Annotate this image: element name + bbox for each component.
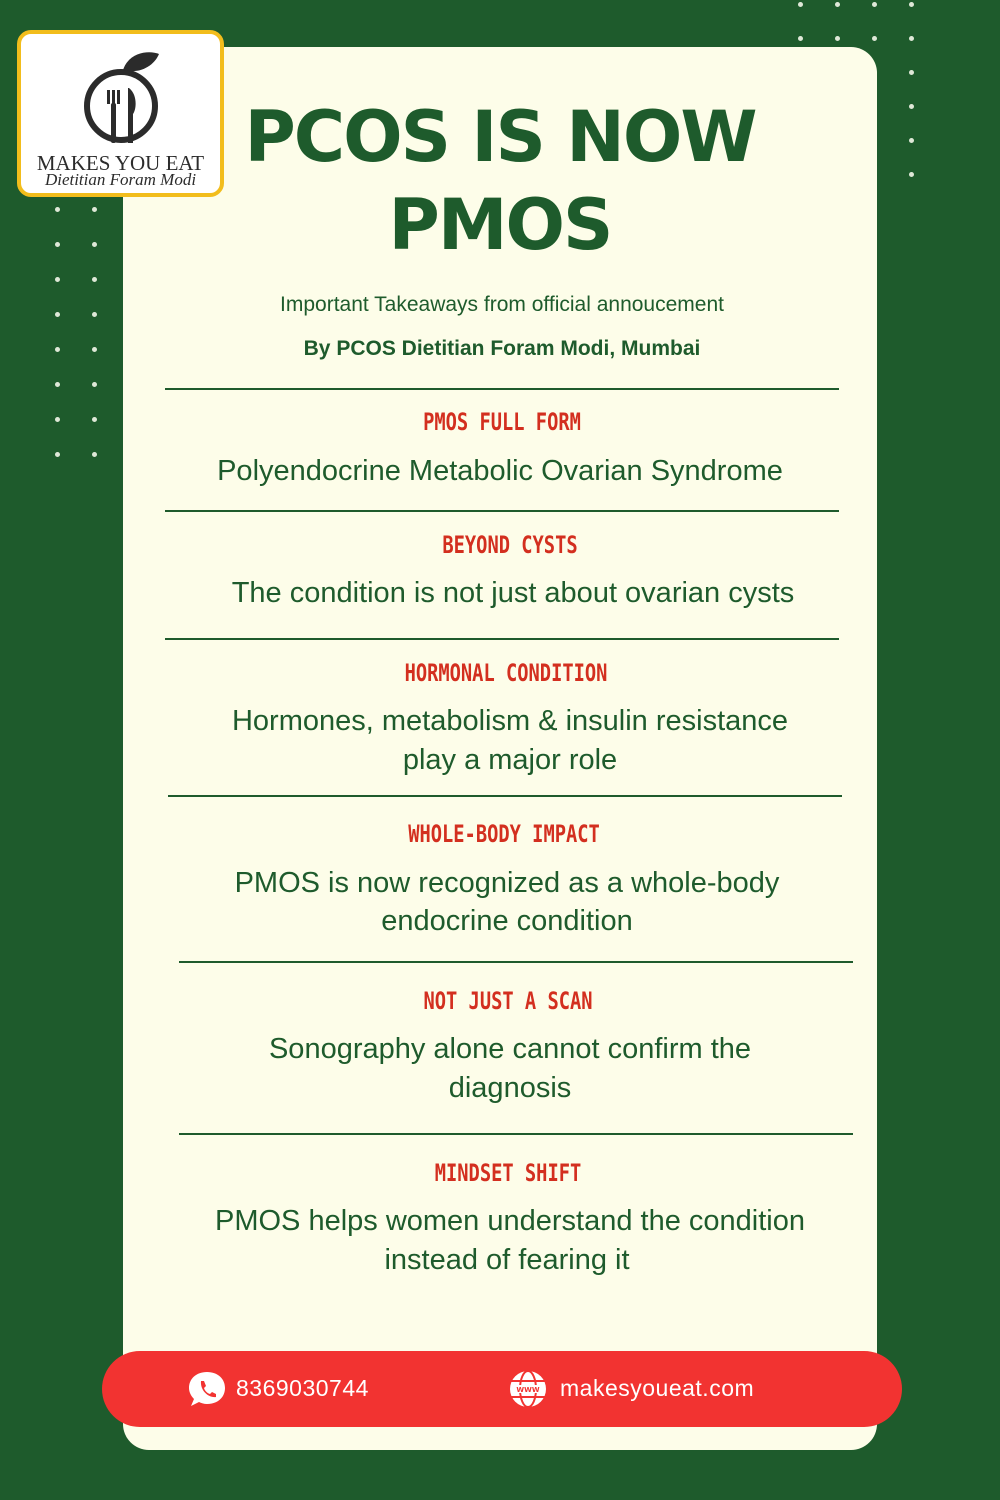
section-body-scan-line1: Sonography alone cannot confirm the (268, 1033, 752, 1065)
decorative-dot (92, 382, 97, 387)
divider (165, 510, 839, 512)
decorative-dot (92, 417, 97, 422)
section-title-not-just-scan: NOT JUST A SCAN (423, 987, 593, 1015)
section-title-mindset: MINDSET SHIFT (434, 1159, 582, 1187)
decorative-dot (55, 417, 60, 422)
section-body-scan-line2: diagnosis (448, 1072, 572, 1104)
byline: By PCOS Dietitian Foram Modi, Mumbai (303, 337, 701, 360)
decorative-dot (909, 36, 914, 41)
decorative-dot (92, 277, 97, 282)
divider (168, 795, 842, 797)
decorative-dot (92, 347, 97, 352)
decorative-dot (55, 312, 60, 317)
decorative-dot (55, 242, 60, 247)
divider (179, 1133, 853, 1135)
svg-text:WWW: WWW (516, 1386, 540, 1394)
section-body-mindset-line2: instead of fearing it (384, 1244, 630, 1276)
section-title-hormonal: HORMONAL CONDITION (404, 659, 608, 687)
decorative-dot (872, 36, 877, 41)
section-body-hormonal-line1: Hormones, metabolism & insulin resistance (231, 705, 789, 737)
decorative-dot (92, 207, 97, 212)
phone-number[interactable]: 8369030744 (236, 1375, 369, 1401)
section-title-full-form: PMOS FULL FORM (423, 408, 581, 436)
decorative-dot (835, 2, 840, 7)
decorative-dot (55, 347, 60, 352)
phone-icon (187, 1370, 227, 1408)
logo-tagline: Dietitian Foram Modi (44, 170, 197, 189)
decorative-dot (92, 242, 97, 247)
decorative-dot (92, 312, 97, 317)
section-body-whole-body-line1: PMOS is now recognized as a whole-body (234, 867, 780, 899)
section-body-beyond-cysts: The condition is not just about ovarian cysts (231, 577, 795, 609)
decorative-dot (835, 36, 840, 41)
subtitle: Important Takeaways from official annoucement (280, 293, 724, 316)
decorative-dot (909, 70, 914, 75)
divider (165, 638, 839, 640)
decorative-dot (798, 2, 803, 7)
decorative-dot (55, 382, 60, 387)
decorative-dot (909, 138, 914, 143)
section-title-beyond-cysts: BEYOND CYSTS (442, 531, 578, 559)
page-title-line1: PCOS IS NOW (244, 96, 756, 178)
decorative-dot (92, 452, 97, 457)
decorative-dot (872, 2, 877, 7)
contact-bar (102, 1351, 902, 1427)
section-body-whole-body-line2: endocrine condition (381, 905, 633, 937)
divider (179, 961, 853, 963)
section-body-hormonal-line2: play a major role (402, 744, 618, 776)
decorative-dot (909, 2, 914, 7)
divider (165, 388, 839, 390)
section-body-full-form: Polyendocrine Metabolic Ovarian Syndrome (217, 455, 783, 487)
decorative-dot (55, 207, 60, 212)
decorative-dot (798, 36, 803, 41)
decorative-dot (55, 277, 60, 282)
logo-brand-name: MAKES YOU EAT (36, 151, 205, 175)
decorative-dot (909, 172, 914, 177)
globe-www-icon (508, 1369, 548, 1409)
section-title-whole-body: WHOLE-BODY IMPACT (408, 820, 600, 848)
website-link[interactable]: makesyoueat.com (560, 1375, 755, 1401)
decorative-dot (909, 104, 914, 109)
decorative-dot (55, 452, 60, 457)
page-title-line2: PMOS (388, 184, 612, 266)
section-body-mindset-line1: PMOS helps women understand the condition (214, 1205, 805, 1237)
